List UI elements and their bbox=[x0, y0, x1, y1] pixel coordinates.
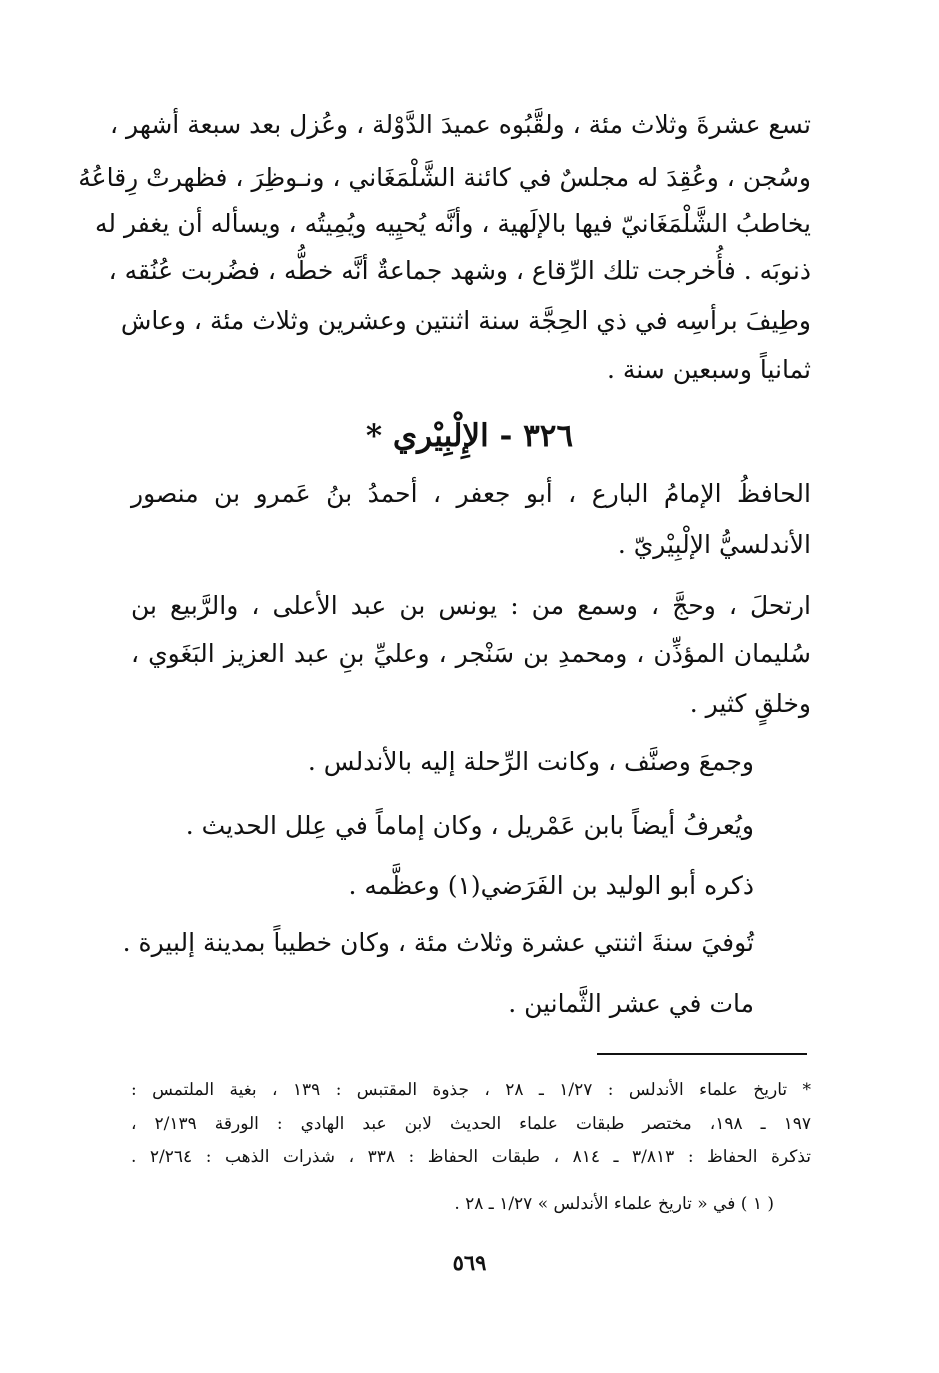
body-line: ويُعرفُ أيضاً بابن عَمْريل ، وكان إماماً في عِلل الحديث . bbox=[185, 811, 754, 840]
body-line: مات في عشر الثَّمانين . bbox=[508, 989, 754, 1018]
footnote-separator bbox=[597, 1053, 807, 1055]
page-number: ٥٦٩ bbox=[452, 1250, 487, 1275]
footnote-sources-line: تذكرة الحفاظ : ٣/٨١٣ ـ ٨١٤ ، طبقات الحفاظ : ٣٣٨ ، شذرات الذهب : ٢/٢٦٤ . bbox=[131, 1147, 811, 1167]
body-line: يخاطبُ الشَّلْمَغَانيّ فيها بالإلَهية ، وأنَّه يُحيِيه ويُمِيتُه ، ويسأله أن يغفر له bbox=[95, 209, 811, 238]
body-line: تُوفيَ سنةَ اثنتي عشرة وثلاث مئة ، وكان خطيباً بمدينة إلبيرة . bbox=[122, 928, 754, 957]
body-line: سُليمان المؤذِّن ، ومحمدِ بن سَنْجر ، وعليِّ بنِ عبد العزيز البَغَوي ، bbox=[131, 639, 811, 668]
body-line: ثمانياً وسبعين سنة . bbox=[606, 355, 811, 384]
entry-heading: ٣٢٦ - الإِلْبِيْري * bbox=[365, 418, 574, 454]
body-line: الحافظُ الإمامُ البارع ، أبو جعفر ، أحمدُ بنُ عَمرو بن منصور bbox=[131, 479, 811, 508]
body-line: تسع عشرةَ وثلاث مئة ، ولقَّبُوه عميدَ الدَّوْلة ، وعُزل بعد سبعة أشهر ، bbox=[110, 110, 811, 139]
body-line: وخلقٍ كثير . bbox=[689, 689, 811, 718]
body-line: وجمعَ وصنَّف ، وكانت الرِّحلة إليه بالأندلس . bbox=[307, 747, 754, 776]
body-line: ارتحلَ ، وحجَّ ، وسمع من : يونس بن عبد الأعلى ، والرَّبيع بن bbox=[131, 591, 811, 620]
footnote-1: ( ١ ) في « تاريخ علماء الأندلس » ١/٢٧ ـ ٢٨ . bbox=[454, 1194, 774, 1214]
body-line: وسُجن ، وعُقِدَ له مجلسٌ في كائنة الشَّلْمَغَاني ، ونـوظِرَ ، فظهرتْ رِقاعُهُ bbox=[78, 163, 811, 192]
body-line: وطِيفَ برأسِه في ذي الحِجَّة سنة اثنتين وعشرين وثلاث مئة ، وعاش bbox=[120, 306, 811, 335]
footnote-sources-line: * تاريخ علماء الأندلس : ١/٢٧ ـ ٢٨ ، جذوة المقتبس : ١٣٩ ، بغية الملتمس : bbox=[131, 1080, 812, 1100]
body-line: الأندلسيُّ الإلْبِيْريّ . bbox=[617, 530, 811, 559]
body-line: ذنوبَه . فأُخرجت تلك الرِّقاع ، وشهد جماعةٌ أنَّه خطُّه ، فضُربت عُنُقه ، bbox=[108, 256, 811, 285]
footnote-sources-line: ١٩٧ ـ ١٩٨، مختصر طبقات علماء الحديث لابن عبد الهادي : الورقة ٢/١٣٩ ، bbox=[131, 1114, 811, 1134]
body-line: ذكره أبو الوليد بن الفَرَضي(١) وعظَّمه . bbox=[348, 871, 754, 900]
